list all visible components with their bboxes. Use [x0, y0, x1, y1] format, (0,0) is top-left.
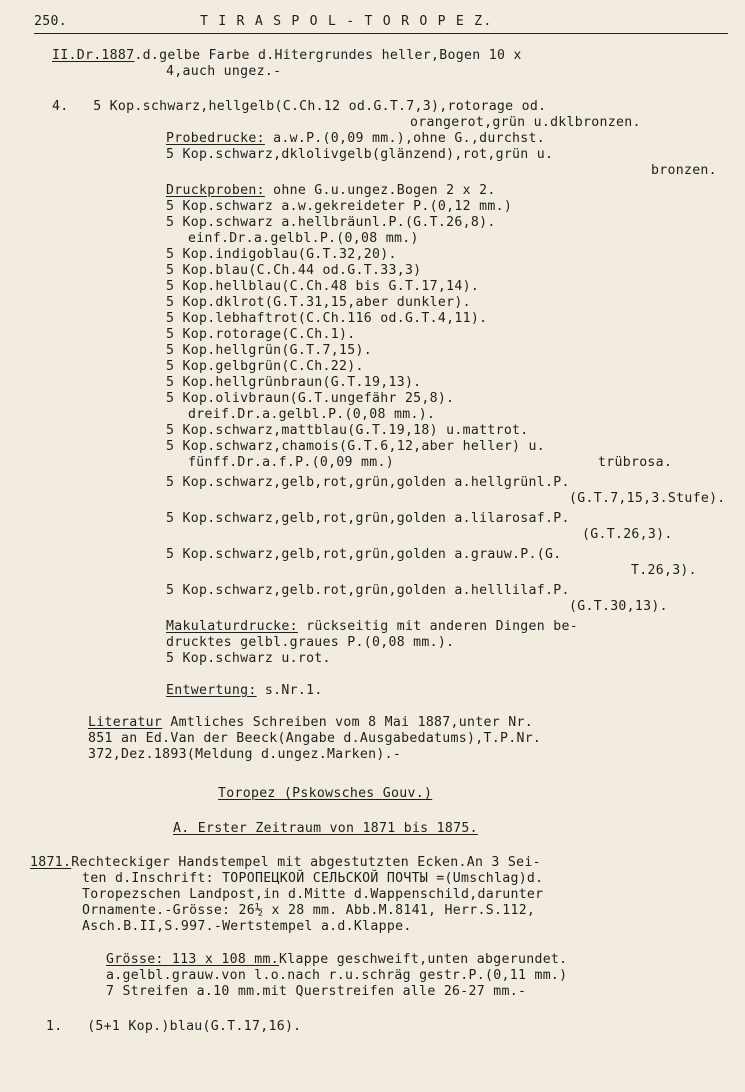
text-line	[166, 343, 372, 359]
text-line	[82, 919, 412, 935]
text-line	[166, 295, 471, 311]
line-text: Rechteckiger Handstempel mit abgestutzten Ecken.An 3 Sei-	[71, 855, 541, 870]
text-line	[166, 327, 356, 343]
underlined-label: Druckproben:	[166, 183, 265, 198]
line-text: 5 Kop.schwarz a.w.gekreideter P.(0,12 mm.)	[166, 199, 513, 214]
text-line	[651, 163, 717, 179]
text-line	[166, 547, 562, 563]
line-text: 1. (5+1 Kop.)blau(G.T.17,16).	[46, 1019, 302, 1034]
text-line	[166, 375, 421, 391]
line-text: Amtliches Schreiben vom 8 Mai 1887,unter Nr.	[162, 715, 533, 730]
text-line	[46, 1019, 301, 1035]
line-text: 851 an Ed.Van der Beeck(Angabe d.Ausgabedatums),T.P.Nr.	[88, 731, 542, 746]
text-line	[88, 731, 541, 747]
text-line	[188, 231, 419, 247]
line-text: Klappe geschweift,unten abgerundet.	[279, 952, 568, 967]
underlined-label: Toropez (Pskowsches Gouv.)	[218, 786, 433, 801]
text-line	[188, 407, 435, 423]
text-line	[188, 455, 394, 471]
line-text: rückseitig mit anderen Dingen be-	[297, 619, 578, 634]
line-text: (G.T.26,3).	[582, 527, 673, 542]
underlined-label: Grösse: 113 x 108 mm.	[106, 952, 280, 967]
text-line	[631, 563, 697, 579]
underlined-label: Probedrucke:	[166, 131, 265, 146]
line-text: 5 Kop.schwarz,gelb.rot,grün,golden a.helllilaf.P.	[166, 583, 570, 598]
text-line	[569, 491, 726, 507]
line-text: orangerot,grün u.dklbronzen.	[410, 115, 641, 130]
line-text: 5 Kop.schwarz u.rot.	[166, 651, 331, 666]
text-line	[82, 903, 535, 919]
line-text: 5 Kop.schwarz,gelb,rot,grün,golden a.grauw.P.(G.	[166, 547, 562, 562]
text-line	[598, 455, 672, 471]
line-text: .d.gelbe Farbe d.Hitergrundes heller,Bogen 10 x	[134, 48, 522, 63]
line-text: 5 Kop.indigoblau(G.T.32,20).	[166, 247, 397, 262]
text-line	[166, 183, 496, 199]
text-line	[166, 263, 421, 279]
text-line	[166, 651, 331, 667]
line-text: 5 Kop.hellgrün(G.T.7,15).	[166, 343, 372, 358]
line-text: trübrosa.	[598, 455, 673, 470]
text-line	[166, 423, 529, 439]
text-line	[166, 131, 545, 147]
text-line	[166, 619, 578, 635]
text-line	[166, 391, 454, 407]
text-line	[582, 527, 673, 543]
line-text: 5 Kop.dklrot(G.T.31,15,aber dunkler).	[166, 295, 471, 310]
line-text: 5 Kop.schwarz,gelb,rot,grün,golden a.hellgrünl.P.	[166, 475, 570, 490]
line-text: 5 Kop.olivbraun(G.T.ungefähr 25,8).	[166, 391, 455, 406]
text-line	[410, 115, 641, 131]
underlined-label: Literatur	[88, 715, 163, 730]
line-text: (G.T.30,13).	[569, 599, 668, 614]
text-line	[569, 599, 668, 615]
line-text: 5 Kop.gelbgrün(C.Ch.22).	[166, 359, 364, 374]
text-line	[88, 747, 401, 763]
text-line	[82, 887, 543, 903]
text-line	[106, 968, 567, 984]
line-text: Asch.B.II,S.997.-Wertstempel a.d.Klappe.	[82, 919, 412, 934]
text-line	[166, 359, 364, 375]
line-text: 5 Kop.hellgrünbraun(G.T.19,13).	[166, 375, 422, 390]
text-line	[166, 311, 487, 327]
text-line	[166, 199, 512, 215]
line-text: 5 Kop.hellblau(C.Ch.48 bis G.T.17,14).	[166, 279, 480, 294]
text-line	[173, 821, 478, 837]
text-line	[166, 683, 323, 699]
line-text: 4. 5 Kop.schwarz,hellgelb(C.Ch.12 od.G.T.7,3),rotorage od.	[52, 99, 547, 114]
text-line	[166, 215, 496, 231]
page-title: T I R A S P O L - T O R O P E Z.	[200, 14, 493, 29]
line-text: Ornamente.-Grösse: 26½ x 28 mm. Abb.M.8141, Herr.S.112,	[82, 903, 536, 918]
line-text: a.gelbl.grauw.von l.o.nach r.u.schräg gestr.P.(0,11 mm.)	[106, 968, 568, 983]
text-line	[218, 786, 432, 802]
text-line	[88, 715, 533, 731]
line-text: drucktes gelbl.graues P.(0,08 mm.).	[166, 635, 455, 650]
line-text: dreif.Dr.a.gelbl.P.(0,08 mm.).	[188, 407, 436, 422]
line-text: 7 Streifen a.10 mm.mit Querstreifen alle 26-27 mm.-	[106, 984, 527, 999]
line-text: 5 Kop.schwarz,gelb,rot,grün,golden a.lilarosaf.P.	[166, 511, 570, 526]
underlined-label: Entwertung:	[166, 683, 257, 698]
text-line	[30, 855, 541, 871]
line-text: s.Nr.1.	[256, 683, 323, 698]
text-line	[166, 635, 454, 651]
text-line	[166, 439, 545, 455]
line-text: 372,Dez.1893(Meldung d.ungez.Marken).-	[88, 747, 402, 762]
text-line	[166, 583, 570, 599]
text-line	[166, 147, 553, 163]
line-text: einf.Dr.a.gelbl.P.(0,08 mm.)	[188, 231, 419, 246]
line-text: (G.T.7,15,3.Stufe).	[569, 491, 726, 506]
text-line	[82, 871, 543, 887]
underlined-label: II.Dr.1887	[52, 48, 135, 63]
line-text: ten d.Inschrift: ТОРОПЕЦКОЙ СЕЛЬСКОЙ ПОЧТЫ =(Umschlag)d.	[82, 871, 544, 886]
page-number: 250.	[34, 14, 67, 29]
underlined-label: A. Erster Zeitraum von 1871 bis 1875.	[173, 821, 478, 836]
line-text: 5 Kop.blau(C.Ch.44 od.G.T.33,3)	[166, 263, 422, 278]
line-text: Toropezschen Landpost,in d.Mitte d.Wappenschild,darunter	[82, 887, 544, 902]
line-text: bronzen.	[651, 163, 717, 178]
text-line	[52, 99, 546, 115]
line-text: 5 Kop.lebhaftrot(C.Ch.116 od.G.T.4,11).	[166, 311, 488, 326]
line-text: 5 Kop.schwarz,mattblau(G.T.19,18) u.mattrot.	[166, 423, 529, 438]
line-text: ohne G.u.ungez.Bogen 2 x 2.	[264, 183, 496, 198]
line-text: a.w.P.(0,09 mm.),ohne G.,durchst.	[264, 131, 546, 146]
text-line	[166, 247, 397, 263]
line-text: fünff.Dr.a.f.P.(0,09 mm.)	[188, 455, 394, 470]
underlined-label: 1871.	[30, 855, 72, 870]
line-text: 5 Kop.schwarz,chamois(G.T.6,12,aber heller) u.	[166, 439, 546, 454]
underlined-label: Makulaturdrucke:	[166, 619, 298, 634]
line-text: 5 Kop.schwarz,dklolivgelb(glänzend),rot,grün u.	[166, 147, 554, 162]
line-text: 5 Kop.schwarz a.hellbräunl.P.(G.T.26,8).	[166, 215, 496, 230]
header-rule	[34, 33, 728, 34]
text-line	[166, 279, 479, 295]
text-line	[166, 64, 281, 80]
text-line	[52, 48, 522, 64]
text-line	[106, 984, 526, 1000]
line-text: 4,auch ungez.-	[166, 64, 282, 79]
line-text: 5 Kop.rotorage(C.Ch.1).	[166, 327, 356, 342]
line-text: T.26,3).	[631, 563, 697, 578]
text-line	[166, 511, 570, 527]
text-line	[166, 475, 570, 491]
text-line	[106, 952, 567, 968]
